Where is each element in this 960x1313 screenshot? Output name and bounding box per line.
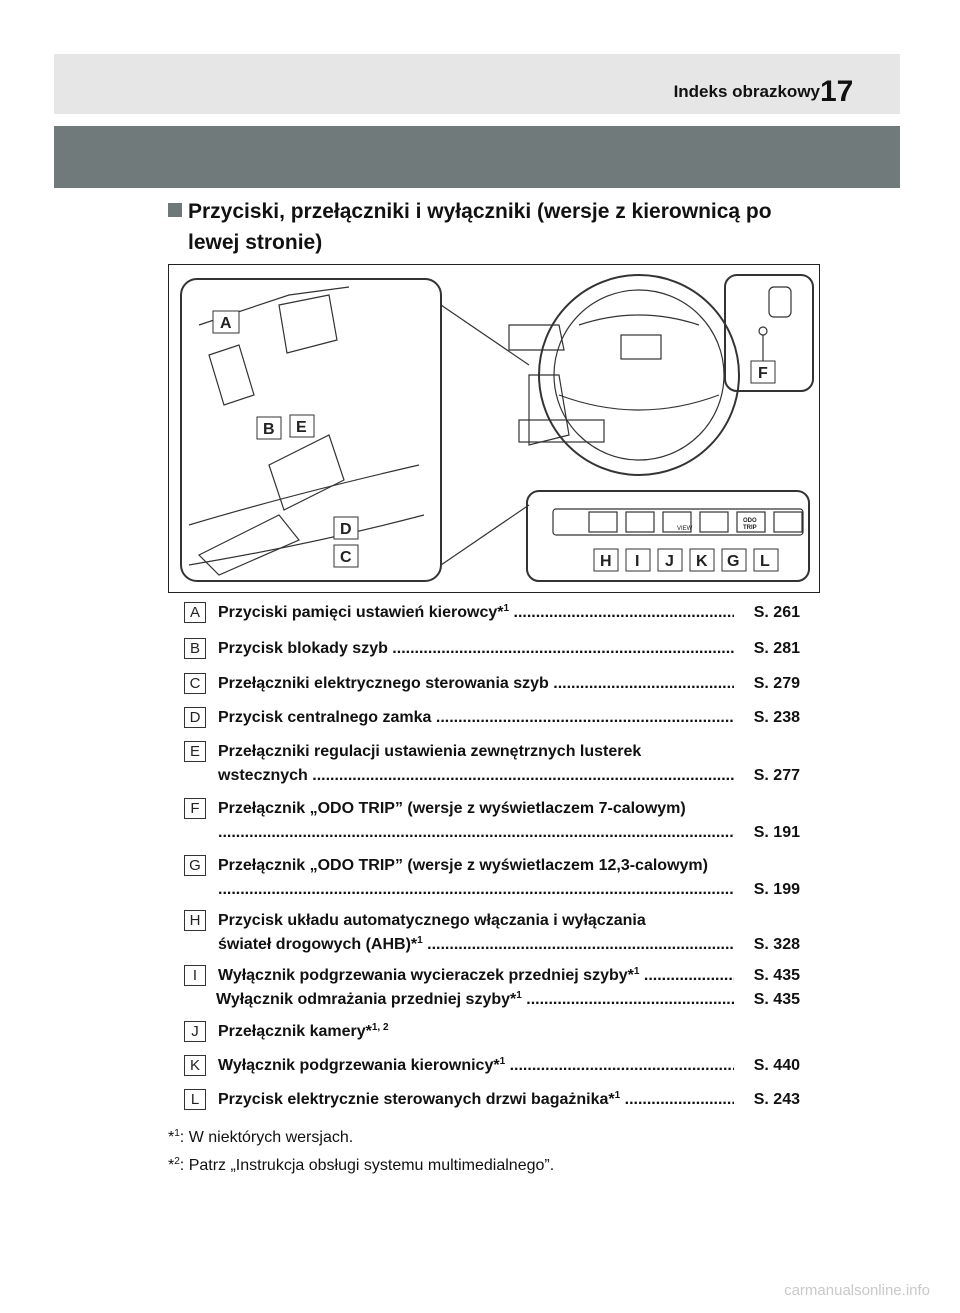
- steering-wheel: [539, 275, 739, 475]
- switch-defog: [626, 512, 654, 532]
- page-ref: S. 281: [753, 640, 800, 657]
- item-badge: H: [184, 910, 206, 931]
- item-line: [218, 822, 800, 844]
- item-line: Wyłącznik podgrzewania kierownicy*$^1$ ..... S. 440: [218, 1055, 800, 1077]
- window-switch-panel: [199, 515, 299, 575]
- heading-line-1: Przyciski, przełączniki i wyłączniki (wersje z kierownicą po: [188, 200, 772, 223]
- bullet-square-icon: [168, 203, 182, 217]
- page-ref: S. 261: [753, 604, 800, 621]
- page-ref: S. 435: [753, 991, 800, 1008]
- page-ref: S. 440: [753, 1057, 800, 1074]
- label-G: G: [727, 553, 740, 570]
- page-ref: S. 435: [753, 967, 800, 984]
- door-handle: [209, 345, 254, 405]
- trip-text: TRIP: [743, 525, 757, 531]
- switch-ahb: [589, 512, 617, 532]
- steering-hub-box: [621, 335, 661, 359]
- odo-text: ODO: [743, 518, 757, 524]
- item-badge: A: [184, 602, 206, 623]
- odo-knob: [769, 287, 791, 317]
- label-L: L: [760, 553, 770, 570]
- label-E: E: [296, 419, 307, 436]
- item-line: Wyłącznik podgrzewania wycieraczek przedniej szyby*$^1$ ..... S. 435: [218, 965, 800, 987]
- item-line: [218, 879, 800, 901]
- label-C: C: [340, 549, 352, 566]
- item-line: Przełącznik „ODO TRIP” (wersje z wyświetlaczem 12,3-calowym): [218, 857, 708, 874]
- item-badge: I: [184, 965, 206, 986]
- page-ref: S. 243: [753, 1091, 800, 1108]
- item-badge: B: [184, 638, 206, 659]
- item-badge: L: [184, 1089, 206, 1110]
- dashboard-illustration: [168, 264, 820, 593]
- label-F: F: [758, 365, 768, 382]
- label-J: J: [665, 553, 674, 570]
- memory-switch-panel: [279, 295, 337, 353]
- label-H: H: [600, 553, 612, 570]
- page-number: 17: [820, 75, 854, 108]
- item-line: wstecznych ..... S. 277: [218, 765, 800, 787]
- header-title: Indeks obrazkowy: [673, 82, 820, 101]
- label-B: B: [263, 421, 275, 438]
- view-text: VIEW: [677, 526, 693, 532]
- page-ref: S. 191: [753, 824, 800, 841]
- item-badge: G: [184, 855, 206, 876]
- page-ref: S. 279: [753, 675, 800, 692]
- page-ref: S. 328: [753, 936, 800, 953]
- item-line: Przycisk elektrycznie sterowanych drzwi bagażnika*$^1$ ..... S. 243: [218, 1089, 800, 1111]
- item-badge: E: [184, 741, 206, 762]
- footnote: *$^1$: W niektórych wersjach.: [168, 1128, 354, 1146]
- footnote: *$^2$: Patrz „Instrukcja obsługi systemu multimedialnego”.: [168, 1156, 555, 1174]
- switch-heater: [700, 512, 728, 532]
- item-line: Przełączniki elektrycznego sterowania szyb ..... S. 279: [218, 673, 800, 695]
- section-heading: [168, 196, 838, 258]
- page-ref: S. 277: [753, 767, 800, 784]
- item-badge: F: [184, 798, 206, 819]
- item-badge: D: [184, 707, 206, 728]
- heading-line-2: lewej stronie): [188, 231, 323, 254]
- label-I: I: [635, 553, 640, 570]
- item-line: Przełączniki regulacji ustawienia zewnętrznych lusterek: [218, 743, 642, 760]
- label-D: D: [340, 521, 352, 538]
- item-line: Przełącznik kamery*$^{1, 2}$: [218, 1022, 389, 1040]
- page-ref: S. 238: [753, 709, 800, 726]
- item-line: Wyłącznik odmrażania przedniej szyby*$^1$ ..... S. 435: [216, 989, 800, 1011]
- door-switch-inset: [529, 375, 569, 445]
- label-A: A: [220, 315, 232, 332]
- item-line: Przyciski pamięci ustawień kierowcy*$^1$ ..... S. 261: [218, 602, 800, 624]
- mirror-switch-panel: [269, 435, 344, 510]
- item-badge: C: [184, 673, 206, 694]
- section-band: [54, 126, 900, 188]
- item-line: świateł drogowych (AHB)*$^1$ ..... S. 328: [218, 934, 800, 956]
- item-line: Przycisk centralnego zamka ..... S. 238: [218, 707, 800, 729]
- page-ref: S. 199: [753, 881, 800, 898]
- vent-left: [509, 325, 564, 350]
- switch-tailgate: [774, 512, 802, 532]
- item-line: Przycisk blokady szyb ..... S. 281: [218, 638, 800, 660]
- item-line: Przycisk układu automatycznego włączania i wyłączania: [218, 912, 646, 929]
- footnotes: [168, 1124, 554, 1180]
- dashboard-drawing: [169, 265, 821, 594]
- item-badge: J: [184, 1021, 206, 1042]
- watermark: carmanualsonline.info: [784, 1282, 930, 1299]
- label-K: K: [696, 553, 708, 570]
- item-badge: K: [184, 1055, 206, 1076]
- item-line: Przełącznik „ODO TRIP” (wersje z wyświetlaczem 7-calowym): [218, 800, 686, 817]
